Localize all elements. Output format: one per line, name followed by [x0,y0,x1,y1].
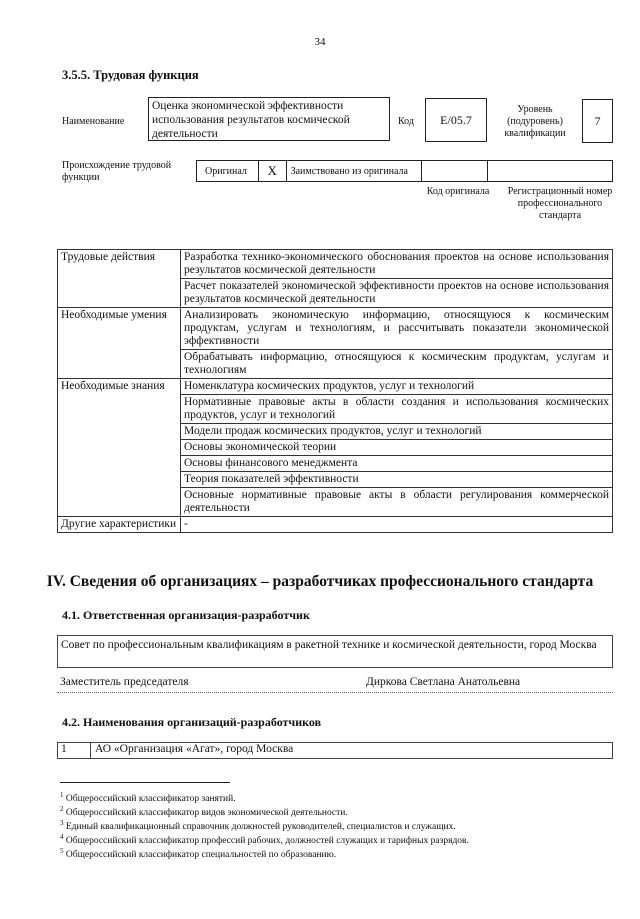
position-label: Заместитель председателя [60,676,189,688]
footnote: $^4$ Общероссийский классификатор профессий рабочих, должностей служащих и тарифных разрядов. [60,833,469,847]
reg-number-cell [488,161,612,181]
knowledge-item: Теория показателей эффективности [181,472,613,488]
knowledge-item: Основные нормативные правовые акты в области регулирования коммерческой деятельности [181,488,613,517]
code-original-cell [422,161,488,181]
signature-line [57,692,613,693]
origin-row [196,160,613,182]
code-original-label: Код оригинала [426,186,490,197]
function-code-box: E/05.7 [425,98,487,142]
knowledge-item: Номенклатура космических продуктов, услуг и технологий [181,379,613,395]
responsible-org-box: Совет по профессиональным квалификациям в ракетной технике и космической деятельности, город Москва [57,635,613,668]
skills-label: Необходимые умения [58,308,181,379]
origin-label: Происхождение трудовой функции [62,160,172,183]
labor-actions-label: Трудовые действия [58,250,181,308]
person-name: Диркова Светлана Анатольевна [366,676,521,688]
reg-number-label: Регистрационный номер профессионального стандарта [507,186,613,221]
page-number: 34 [314,36,326,48]
skill-item: Анализировать экономическую информацию, относящуюся к космическим продуктам, услугам и технологиям, и рассчитывать показатели экономической эффективности [181,308,613,350]
subsection-4-1-title: 4.1. Ответственная организация-разработчик [62,608,310,622]
developer-num: 1 [58,743,91,758]
knowledge-item: Основы экономической теории [181,440,613,456]
original-mark: X [259,161,287,181]
skill-item: Обрабатывать информацию, относящуюся к космическим продуктам, услугам и технологиям [181,350,613,379]
footnote: $^2$ Общероссийский классификатор видов экономической деятельности. [60,805,348,819]
footnote: $^3$ Единый квалификационный справочник должностей руководителей, специалистов и служащих. [60,819,456,833]
developer-name: АО «Организация «Агат», город Москва [95,743,294,755]
subsection-4-2-title: 4.2. Наименования организаций-разработчиков [62,715,322,729]
knowledge-item: Нормативные правовые акты в области создания и использования космических продуктов, услуг и технологий [181,395,613,424]
labor-action-item: Расчет показателей экономической эффективности проектов на основе использования результатов космической деятельности [181,279,613,308]
knowledge-item: Основы финансового менеджмента [181,456,613,472]
developer-row [57,742,613,759]
footnote: $^1$ Общероссийский классификатор занятий. [60,791,236,805]
borrowed-label: Заимствовано из оригинала [287,161,422,181]
original-label: Оригинал [197,161,259,181]
labor-action-item: Разработка технико-экономического обоснования проектов на основе использования результатов космической деятельности [181,250,613,279]
other-label: Другие характеристики [58,517,181,533]
level-value-box: 7 [582,99,613,143]
function-name-box: Оценка экономической эффективности использования результатов космической деятельности [148,97,390,141]
name-label: Наименование [62,116,125,127]
function-details-table [57,249,613,533]
section-4-title: IV. Сведения об организациях – разработчиках профессионального стандарта [46,573,594,590]
knowledge-label: Необходимые знания [58,379,181,517]
footnote-separator [60,782,230,783]
level-label: Уровень (подуровень) квалификации [504,104,566,139]
code-label: Код [398,116,414,127]
other-value: - [181,517,613,533]
section-title: 3.5.5. Трудовая функция [62,68,199,82]
footnote: $^5$ Общероссийский классификатор специальностей по образованию. [60,847,337,861]
knowledge-item: Модели продаж космических продуктов, услуг и технологий [181,424,613,440]
